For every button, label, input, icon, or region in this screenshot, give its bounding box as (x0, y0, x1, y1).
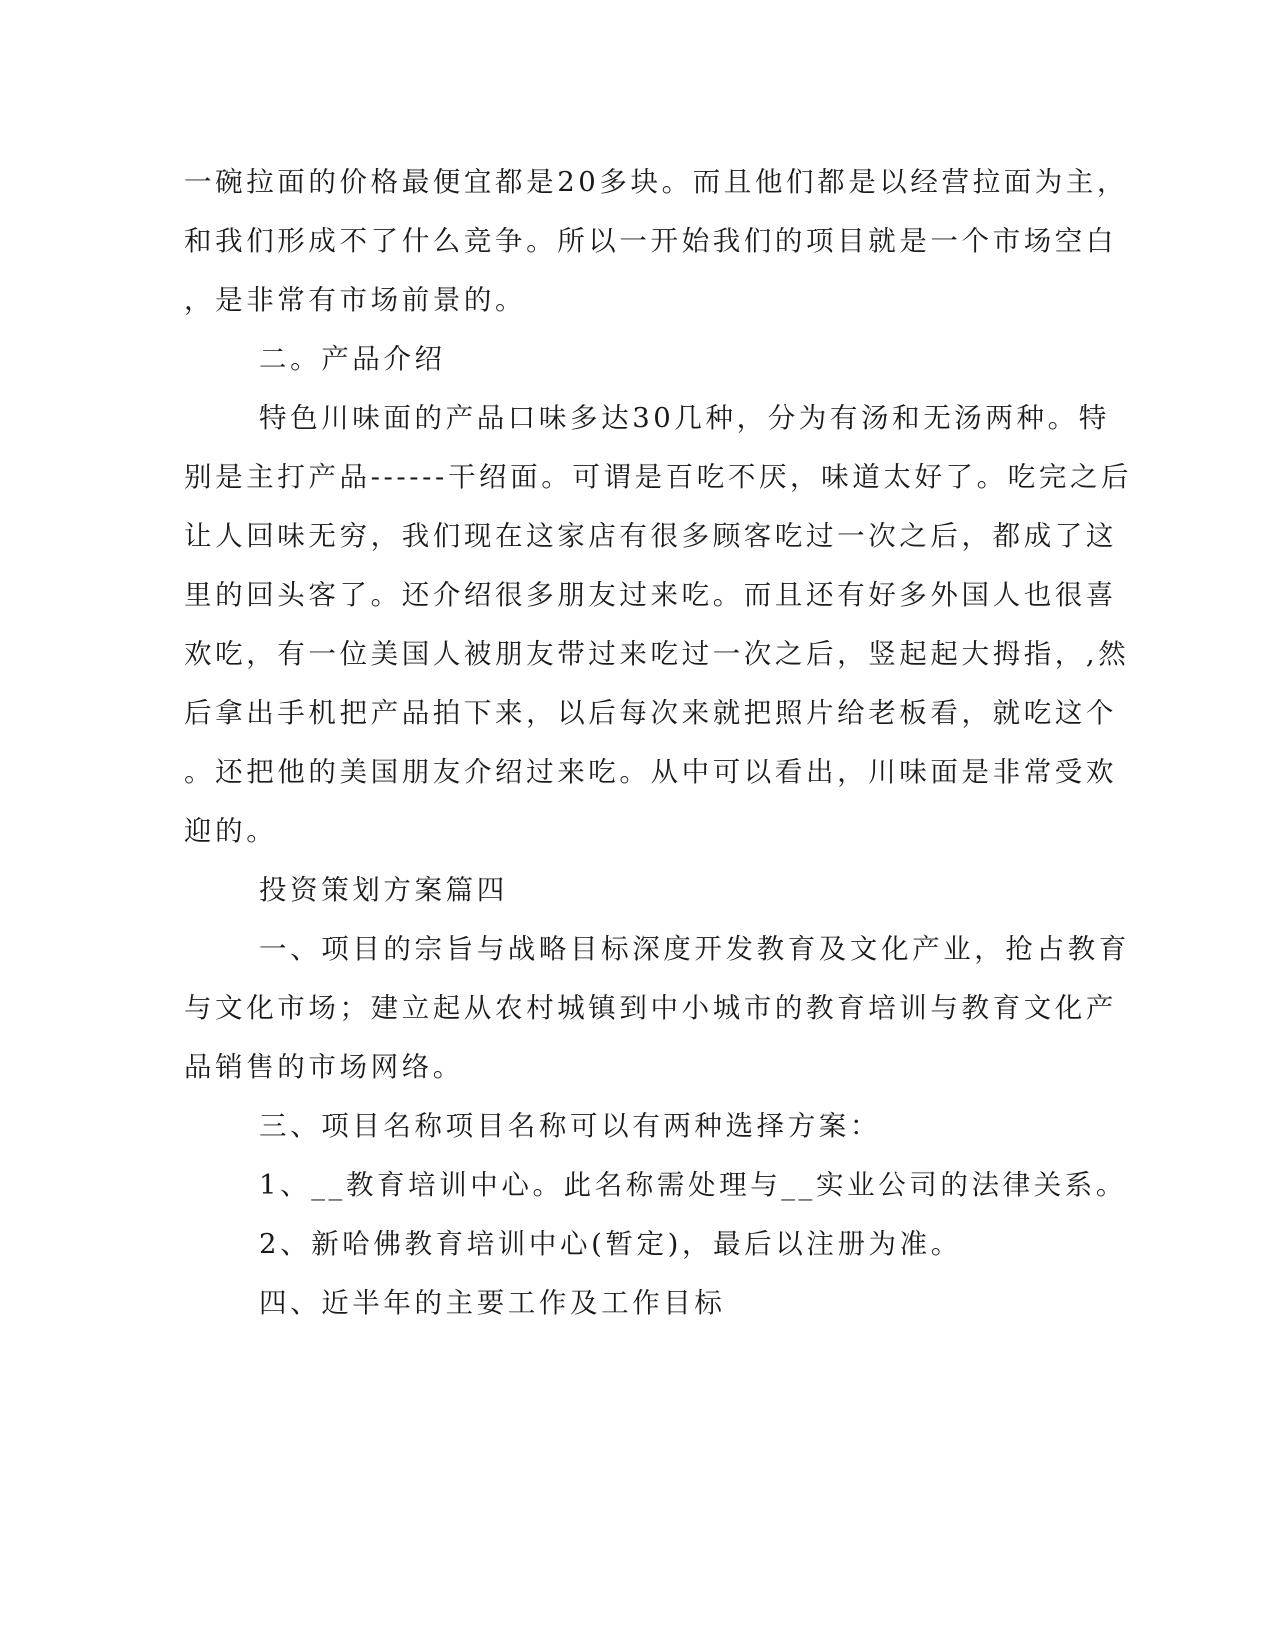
section-heading: 四、近半年的主要工作及工作目标 (259, 1287, 726, 1319)
paragraph-line: ，是非常有市场前景的。 (184, 284, 527, 316)
section-heading: 二。产品介绍 (259, 343, 446, 375)
paragraph-line: 三、项目名称项目名称可以有两种选择方案： (259, 1110, 881, 1142)
paragraph-line: 别是主打产品------干绍面。可谓是百吃不厌，味道太好了。吃完之后 (184, 461, 1133, 493)
paragraph-line: 。还把他的美国朋友介绍过来吃。从中可以看出，川味面是非常受欢 (184, 756, 1117, 788)
paragraph-line: 一碗拉面的价格最便宜都是20多块。而且他们都是以经营拉面为主， (184, 166, 1129, 198)
paragraph-line: 欢吃，有一位美国人被朋友带过来吃过一次之后，竖起起大拇指，,然 (184, 638, 1130, 670)
paragraph-line: 和我们形成不了什么竞争。所以一开始我们的项目就是一个市场空白 (184, 225, 1117, 257)
list-item: 2、新哈佛教育培训中心(暂定)，最后以注册为准。 (259, 1228, 962, 1260)
list-item: 1、__教育培训中心。此名称需处理与__实业公司的法律关系。 (259, 1169, 1127, 1201)
paragraph-line: 与文化市场；建立起从农村城镇到中小城市的教育培训与教育文化产 (184, 992, 1117, 1024)
paragraph-line: 后拿出手机把产品拍下来，以后每次来就把照片给老板看，就吃这个 (184, 697, 1117, 729)
section-heading: 投资策划方案篇四 (259, 874, 508, 906)
paragraph-line: 里的回头客了。还介绍很多朋友过来吃。而且还有好多外国人也很喜 (184, 579, 1117, 611)
paragraph-line: 品销售的市场网络。 (184, 1051, 464, 1083)
paragraph-line: 特色川味面的产品口味多达30几种，分为有汤和无汤两种。特 (259, 402, 1110, 434)
paragraph-line: 让人回味无穷，我们现在这家店有很多顾客吃过一次之后，都成了这 (184, 520, 1117, 552)
paragraph-line: 一、项目的宗旨与战略目标深度开发教育及文化产业，抢占教育 (259, 933, 1130, 965)
paragraph-line: 迎的。 (184, 815, 278, 847)
